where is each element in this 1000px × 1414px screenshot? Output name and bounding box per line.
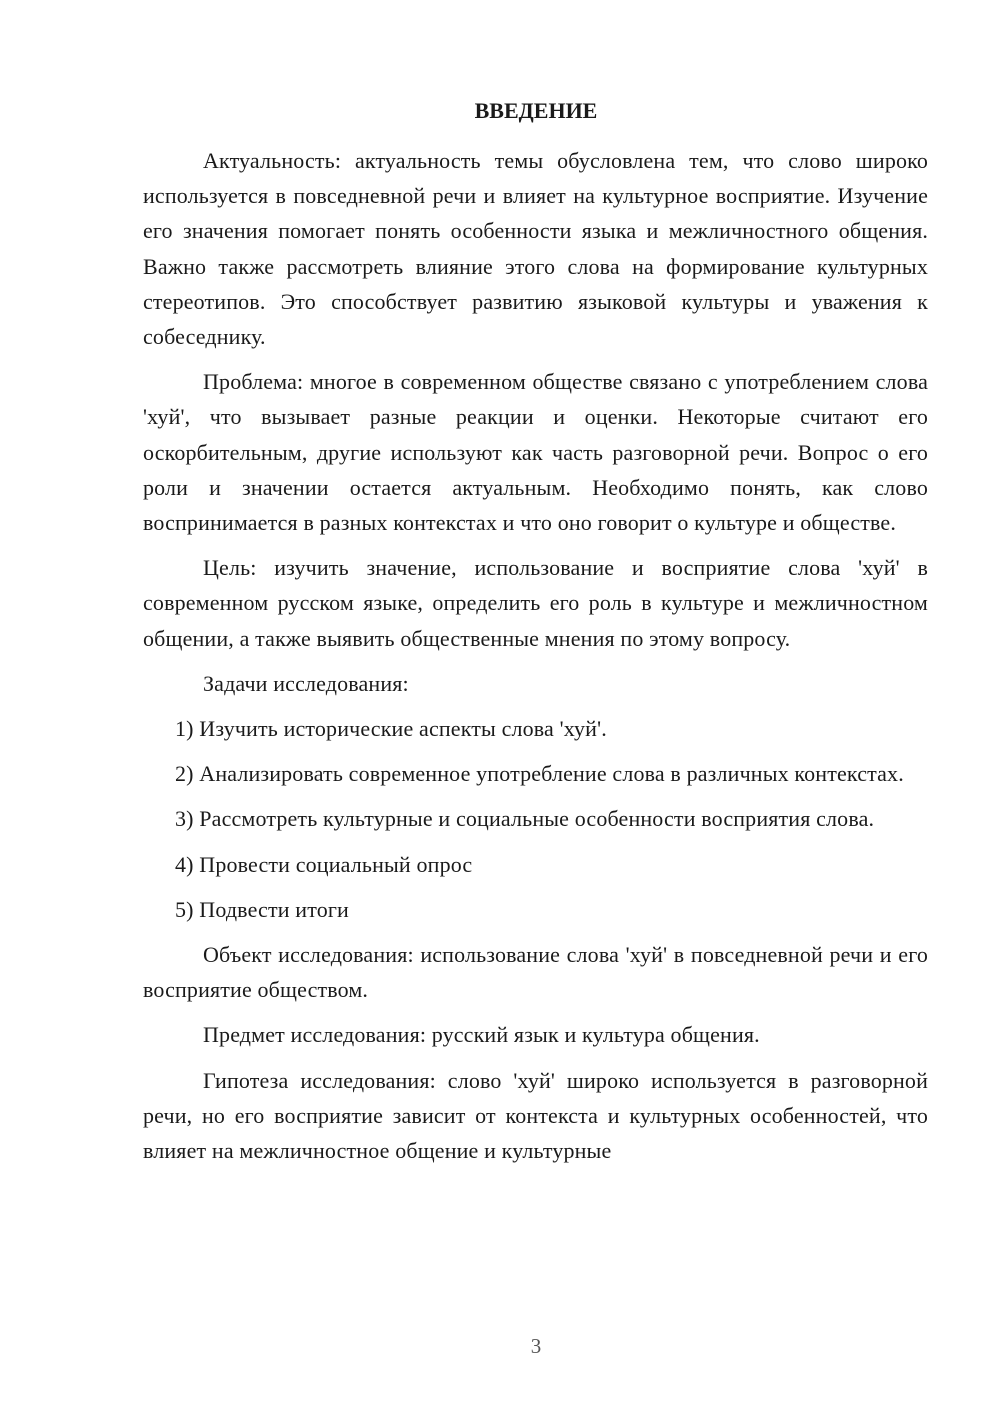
paragraph-hypothesis: Гипотеза исследования: слово 'хуй' широко используется в разговорной речи, но его восприятие зависит от контекста и культурных особенностей, что влияет на межличностное общение и культурные — [143, 1067, 928, 1164]
task-item-4: 4) Провести социальный опрос — [175, 851, 473, 877]
tasks-heading: Задачи исследования: — [203, 670, 409, 696]
paragraph-subject: Предмет исследования: русский язык и культура общения. — [203, 1022, 760, 1048]
paragraph-relevance: Актуальность: актуальность темы обусловлена тем, что слово широко используется в повседневной речи и влияет на культурное восприятие. Изучение его значения помогает понять особенности языка и межличностного общения. Важно также рассмотреть влияние этого слова на формирование культурных стереотипов. Это способствует развитию языковой культуры и уважения к собеседнику. — [143, 148, 928, 350]
page-title: ВВЕДЕНИЕ — [474, 98, 598, 123]
task-item-5: 5) Подвести итоги — [175, 896, 349, 922]
paragraph-object: Объект исследования: использование слова 'хуй' в повседневной речи и его восприятие обществом. — [143, 942, 928, 1003]
task-item-1: 1) Изучить исторические аспекты слова 'хуй'. — [175, 716, 607, 742]
task-item-3: 3) Рассмотреть культурные и социальные особенности восприятия слова. — [175, 806, 875, 832]
page-body — [143, 143, 928, 1178]
paragraph-goal: Цель: изучить значение, использование и восприятие слова 'хуй' в современном русском языке, определить его роль в культуре и межличностном общении, а также выявить общественные мнения по этому вопросу. — [143, 555, 928, 651]
task-item-2: 2) Анализировать современное употребление слова в различных контекстах. — [175, 761, 904, 787]
paragraph-problem: Проблема: многое в современном обществе связано с употреблением слова 'хуй', что вызывает разные реакции и оценки. Некоторые считают его оскорбительным, другие используют как часть разговорной речи. Вопрос о его роли и значении остается актуальным. Необходимо понять, как слово воспринимается в разных контекстах и что оно говорит о культуре и обществе. — [143, 369, 928, 536]
page-number: 3 — [530, 1334, 542, 1358]
